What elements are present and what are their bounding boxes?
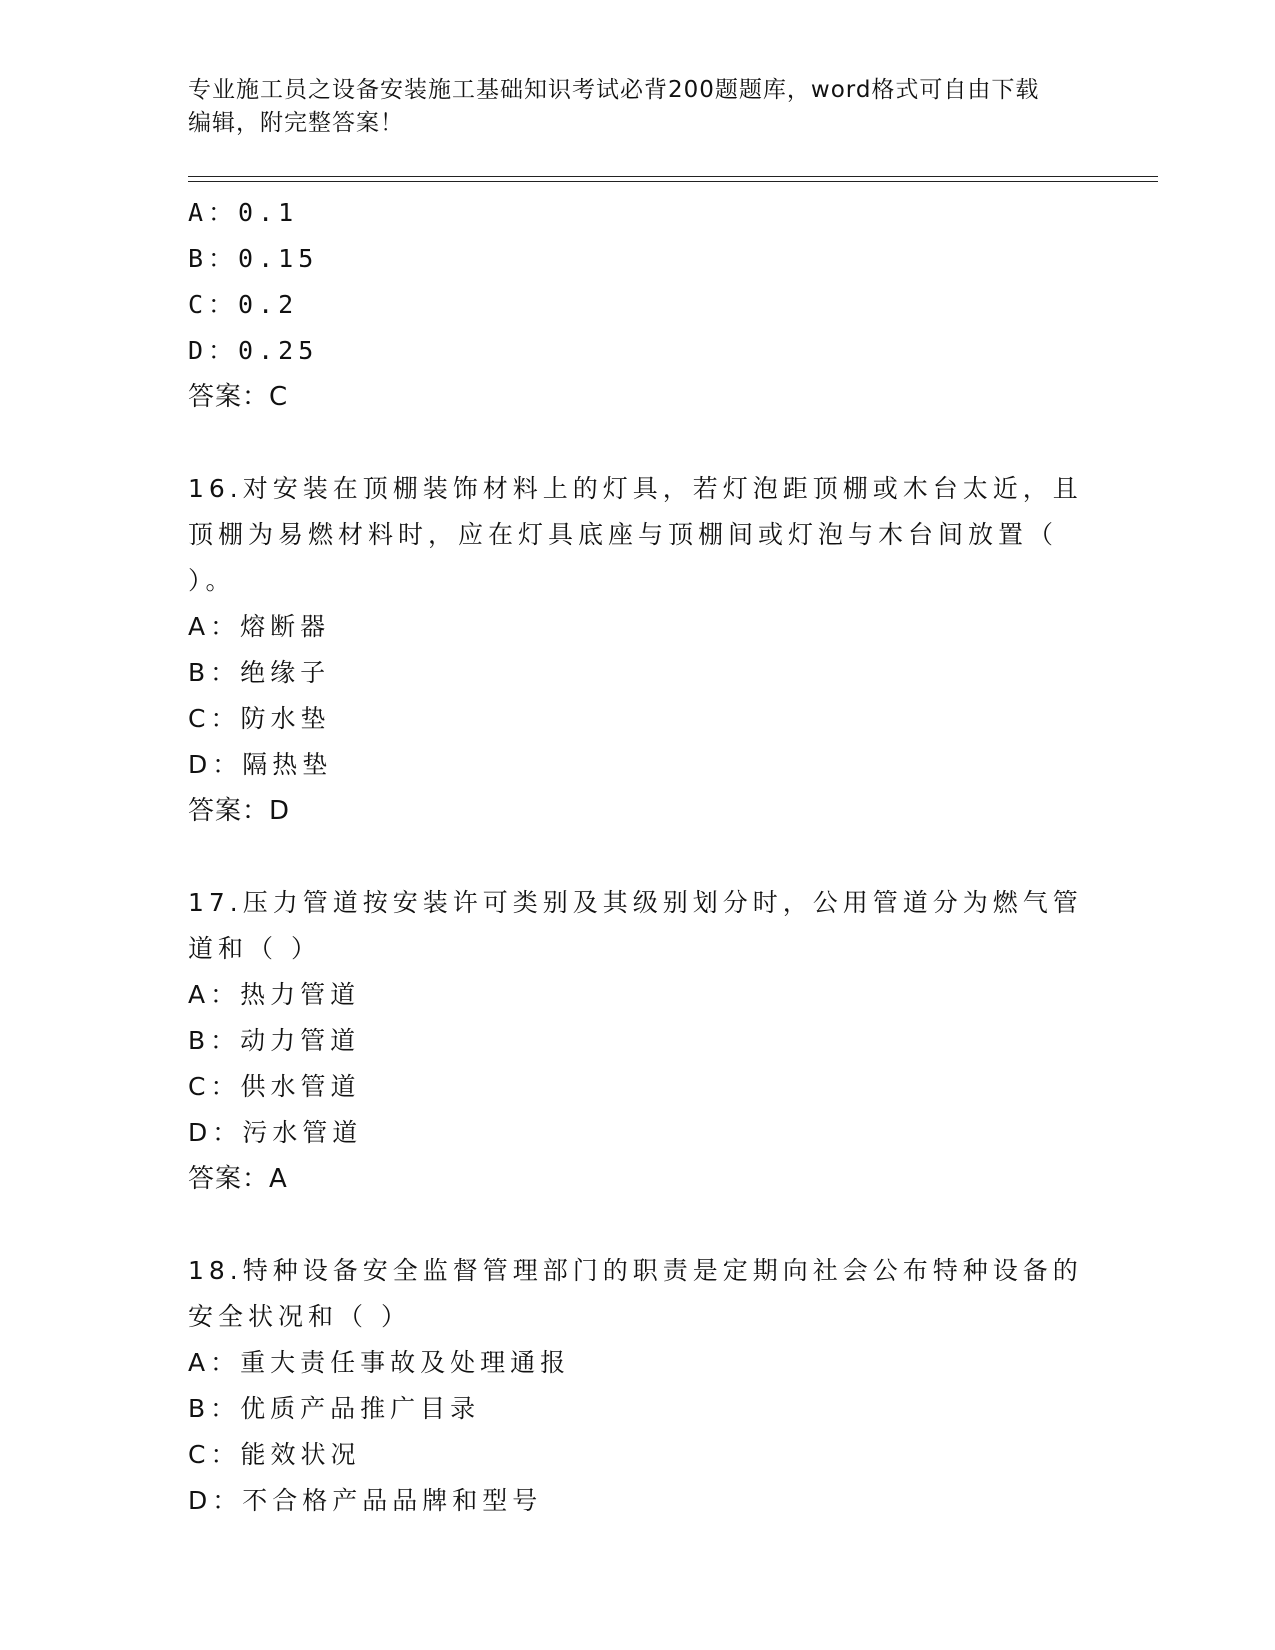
option-c: C：能效状况 (188, 1440, 361, 1469)
option-d: D：污水管道 (188, 1118, 363, 1147)
option-c: C：0.2 (188, 290, 299, 319)
option-a: A：熔断器 (188, 612, 331, 641)
question-text: 16.对安装在顶棚装饰材料上的灯具，若灯泡距顶棚或木台太近，且顶棚为易燃材料时，应在灯具底座与顶棚间或灯泡与木台间放置（ ）。 (188, 474, 1083, 595)
option-b: B：绝缘子 (188, 658, 331, 687)
option-b: B：动力管道 (188, 1026, 361, 1055)
option-d: D：隔热垫 (188, 750, 333, 779)
question-list (188, 190, 1088, 1524)
question-16 (188, 466, 1088, 834)
option-b: B：0.15 (188, 244, 319, 273)
option-a: A：0.1 (188, 198, 299, 227)
option-a: A：热力管道 (188, 980, 361, 1009)
answer-line: 答案：A (188, 1164, 288, 1194)
option-c: C：防水垫 (188, 704, 331, 733)
answer-line: 答案：D (188, 796, 291, 826)
header-line-2: 编辑，附完整答案！ (188, 110, 404, 136)
answer-line: 答案：C (188, 382, 289, 412)
header-line-1: 专业施工员之设备安装施工基础知识考试必背200题题库，word格式可自由下载 (188, 77, 1040, 103)
option-a: A：重大责任事故及处理通报 (188, 1348, 571, 1377)
option-b: B：优质产品推广目录 (188, 1394, 481, 1423)
header-divider-bottom (188, 181, 1158, 182)
header-divider-top (188, 176, 1158, 177)
question-15-tail (188, 190, 1088, 420)
question-text: 17.压力管道按安装许可类别及其级别划分时，公用管道分为燃气管道和（ ） (188, 888, 1083, 963)
question-18 (188, 1248, 1088, 1524)
question-17 (188, 880, 1088, 1202)
option-c: C：供水管道 (188, 1072, 361, 1101)
question-text: 18.特种设备安全监督管理部门的职责是定期向社会公布特种设备的安全状况和（ ） (188, 1256, 1083, 1331)
option-d: D：0.25 (188, 336, 319, 365)
option-d: D：不合格产品品牌和型号 (188, 1486, 543, 1515)
document-header (188, 74, 1088, 140)
